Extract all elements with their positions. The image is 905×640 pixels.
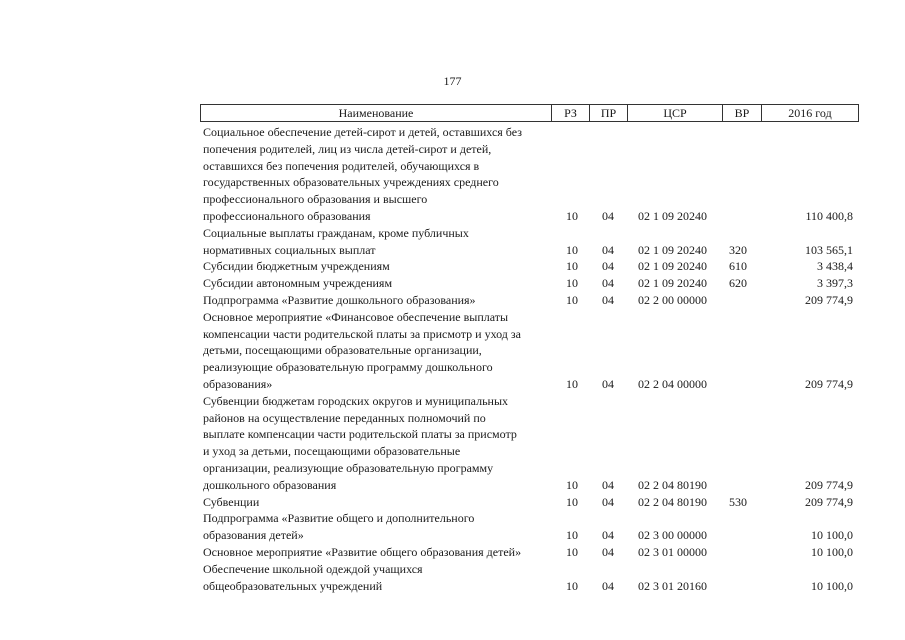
row-rz: 10	[566, 544, 578, 559]
table-row	[0, 275, 905, 292]
row-amount: 10 100,0	[811, 578, 853, 593]
row-amount: 3 397,3	[817, 276, 853, 291]
header-pr: ПР	[590, 105, 628, 121]
row-amount: 103 565,1	[805, 242, 853, 257]
row-amount: 209 774,9	[805, 477, 853, 492]
row-name: Подпрограмма «Развитие общего и дополнительного образования детей»	[203, 511, 475, 543]
table-header	[200, 104, 859, 122]
row-pr: 04	[602, 578, 614, 593]
row-pr: 04	[602, 292, 614, 307]
row-pr: 04	[602, 276, 614, 291]
header-vr: ВР	[723, 105, 762, 121]
row-csr: 02 3 00 00000	[638, 528, 707, 543]
header-name: Наименование	[201, 105, 552, 121]
row-amount: 3 438,4	[817, 259, 853, 274]
row-rz: 10	[566, 242, 578, 257]
row-vr: 530	[729, 494, 747, 509]
row-name: Субсидии бюджетным учреждениям	[203, 259, 390, 274]
row-csr: 02 1 09 20240	[638, 242, 707, 257]
row-rz: 10	[566, 376, 578, 391]
table-row	[0, 258, 905, 275]
row-csr: 02 1 09 20240	[638, 276, 707, 291]
row-name: Подпрограмма «Развитие дошкольного образования»	[203, 292, 476, 307]
table-row	[0, 544, 905, 561]
row-rz: 10	[566, 209, 578, 223]
table-row	[0, 393, 905, 494]
row-pr: 04	[602, 242, 614, 257]
row-csr: 02 2 04 80190	[638, 494, 707, 509]
row-name: Социальное обеспечение детей-сирот и детей, оставшихся без попечения родителей, лиц из числа детей-сирот и детей, оставшихся без попечения родителей, обучающихся в государственных образовательных учреждениях среднего профессионального образования и высшего профессионального образования	[203, 125, 522, 223]
row-rz: 10	[566, 259, 578, 274]
table-row	[0, 309, 905, 393]
row-rz: 10	[566, 494, 578, 509]
row-csr: 02 1 09 20240	[638, 209, 707, 223]
row-vr: 610	[729, 259, 747, 274]
table-body	[0, 124, 905, 594]
row-name: Субсидии автономным учреждениям	[203, 276, 393, 291]
row-name: Социальные выплаты гражданам, кроме публичных нормативных социальных выплат	[203, 225, 469, 257]
row-rz: 10	[566, 292, 578, 307]
row-amount: 10 100,0	[811, 544, 853, 559]
row-csr: 02 2 04 00000	[638, 376, 707, 391]
header-csr: ЦСР	[628, 105, 723, 121]
row-amount: 209 774,9	[805, 292, 853, 307]
table-row	[0, 494, 905, 511]
row-pr: 04	[602, 494, 614, 509]
row-vr: 620	[729, 276, 747, 291]
row-pr: 04	[602, 477, 614, 492]
table-row	[0, 561, 905, 595]
row-amount: 110 400,8	[805, 209, 853, 223]
row-pr: 04	[602, 209, 614, 223]
row-pr: 04	[602, 259, 614, 274]
row-rz: 10	[566, 578, 578, 593]
table-row	[0, 292, 905, 309]
row-name: Обеспечение школьной одеждой учащихся общеобразовательных учреждений	[203, 561, 423, 593]
row-name: Субвенции	[203, 494, 260, 509]
row-csr: 02 2 00 00000	[638, 292, 707, 307]
row-csr: 02 3 01 00000	[638, 544, 707, 559]
row-csr: 02 3 01 20160	[638, 578, 707, 593]
header-year: 2016 год	[788, 106, 832, 120]
row-csr: 02 1 09 20240	[638, 259, 707, 274]
page-number: 177	[443, 74, 462, 88]
row-name: Основное мероприятие «Развитие общего образования детей»	[203, 544, 522, 559]
row-pr: 04	[602, 528, 614, 543]
row-vr: 320	[729, 242, 747, 257]
row-pr: 04	[602, 544, 614, 559]
table-row	[0, 510, 905, 544]
row-rz: 10	[566, 276, 578, 291]
row-csr: 02 2 04 80190	[638, 477, 707, 492]
row-amount: 209 774,9	[805, 376, 853, 391]
row-rz: 10	[566, 528, 578, 543]
table-row	[0, 124, 905, 225]
row-name: Субвенции бюджетам городских округов и муниципальных районов на осуществление переданных полномочий по выплате компенсации части родительской платы за присмотр и уход за детьми, посещающими образовательные организации, реализующие образовательную программу дошкольного образования	[203, 393, 517, 492]
header-rz: РЗ	[552, 105, 590, 121]
table-row	[0, 225, 905, 259]
row-amount: 10 100,0	[811, 528, 853, 543]
row-name: Основное мероприятие «Финансовое обеспечение выплаты компенсации части родительской платы за присмотр и уход за детьми, посещающими образовательные организации, реализующие образовательную программу дошкольного образования»	[203, 309, 521, 391]
row-pr: 04	[602, 376, 614, 391]
row-amount: 209 774,9	[805, 494, 853, 509]
row-rz: 10	[566, 477, 578, 492]
